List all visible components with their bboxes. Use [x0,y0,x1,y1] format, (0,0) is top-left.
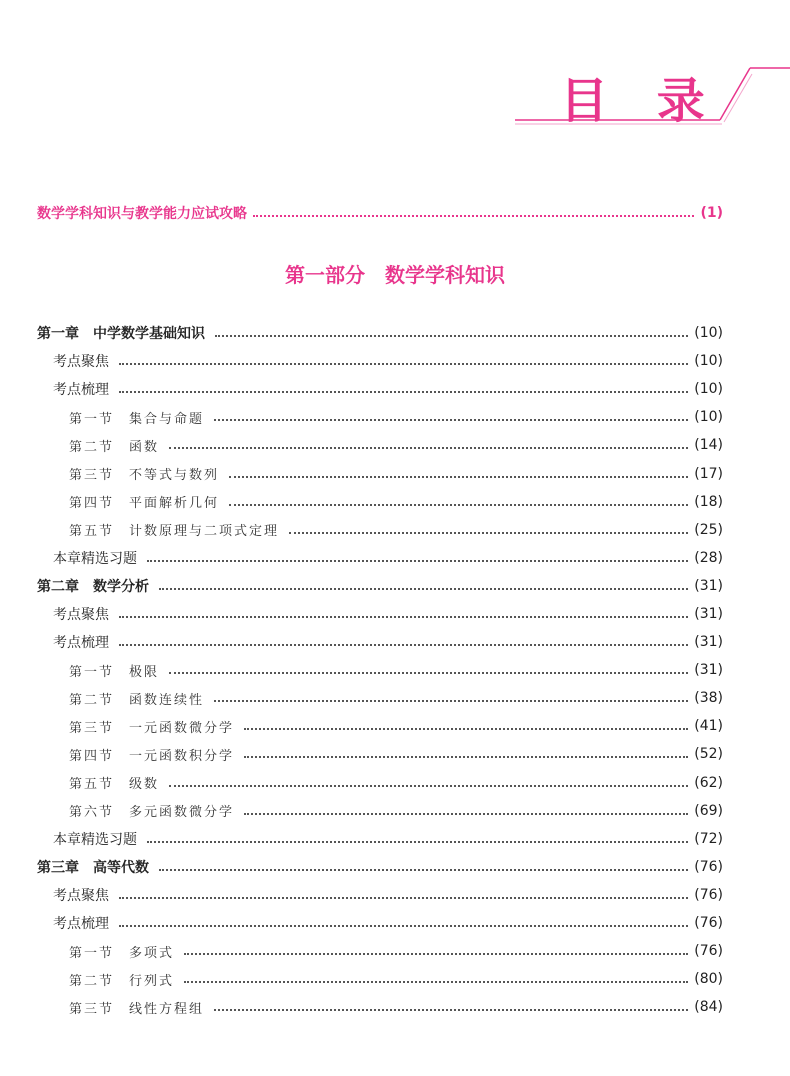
toc-entry-label: 第三章 高等代数 [37,859,149,876]
toc-entry-label: 第四节 平面解析几何 [69,496,220,512]
toc-entry-page: (14) [694,437,723,454]
dot-leader [159,869,688,871]
toc-entry-page: (76) [694,915,723,932]
dot-leader [159,588,688,590]
toc-entry-page: (25) [694,521,723,538]
dot-leader [214,419,688,421]
toc-entry-page: (72) [694,830,723,847]
toc-entry[interactable] [37,656,723,684]
toc-entry-page: (18) [694,493,723,510]
toc-entry-page: (52) [694,746,723,763]
toc-entry-label: 第六节 多元函数微分学 [69,805,235,821]
toc-entry-page: (84) [694,999,723,1016]
toc-entry-label: 第二节 行列式 [69,973,175,989]
toc-entry-label: 本章精选习题 [53,550,137,567]
toc-entry[interactable] [37,853,723,881]
toc-entry-label: 本章精选习题 [53,831,137,848]
toc-entry-label: 考点聚焦 [53,354,109,371]
dot-leader [253,215,694,217]
toc-entry-page: (31) [694,662,723,679]
toc-entry-label: 第三节 线性方程组 [69,1001,205,1017]
toc-entry-label: 第二节 函数 [69,439,160,455]
page-title: 目 录 [560,73,721,129]
toc-entry-page: (62) [694,774,723,791]
toc-entry[interactable] [37,909,723,937]
toc-entry[interactable] [37,431,723,459]
toc-entry[interactable] [37,993,723,1021]
toc-entry-label: 考点梳理 [53,382,109,399]
page-header [0,0,790,140]
toc-entry-label: 第四节 一元函数积分学 [69,748,235,764]
dot-leader [169,785,688,787]
toc-entry-label: 考点梳理 [53,916,109,933]
dot-leader [119,925,688,927]
part-title: 第一部分 数学学科知识 [285,263,505,287]
toc-entry-page: (41) [694,718,723,735]
toc-entry-page: (10) [694,353,723,370]
toc-entry-page: (38) [694,690,723,707]
dot-leader [119,391,688,393]
toc-intro-entry[interactable] [37,203,723,223]
toc-entry-page: (31) [694,577,723,594]
dot-leader [147,560,688,562]
toc-entry-label: 第一节 多项式 [69,945,175,961]
toc-entry-page: (31) [694,605,723,622]
toc-entry-label: 第一节 极限 [69,664,160,680]
dot-leader [244,756,688,758]
dot-leader [184,953,688,955]
toc-entry[interactable] [37,881,723,909]
toc-entry[interactable] [37,797,723,825]
toc-entry-page: (69) [694,802,723,819]
dot-leader [289,532,688,534]
toc-entry-page: (80) [694,971,723,988]
toc-entry[interactable] [37,459,723,487]
dot-leader [169,447,688,449]
toc-entry[interactable] [37,375,723,403]
toc-entry[interactable] [37,684,723,712]
toc-entry-page: (10) [694,325,723,342]
dot-leader [215,335,688,337]
toc-entry-label: 考点聚焦 [53,606,109,623]
toc-entry-label: 第二章 数学分析 [37,578,149,595]
toc-entry[interactable] [37,740,723,768]
toc-entry[interactable] [37,965,723,993]
toc-entry-page: (76) [694,858,723,875]
toc-entry[interactable] [37,628,723,656]
toc-entry-page: (76) [694,886,723,903]
toc-entry-label: 考点梳理 [53,635,109,652]
toc-entry-page: (31) [694,634,723,651]
dot-leader [119,897,688,899]
toc-entry-page: (10) [694,409,723,426]
toc-entry[interactable] [37,544,723,572]
toc-entry-label: 第一章 中学数学基础知识 [37,326,205,343]
toc-entry[interactable] [37,769,723,797]
toc-entry[interactable] [37,825,723,853]
dot-leader [229,504,688,506]
toc-entry-label: 第五节 计数原理与二项式定理 [69,524,280,540]
toc-entry[interactable] [37,516,723,544]
toc-entry[interactable] [37,572,723,600]
toc-entry[interactable] [37,937,723,965]
toc-entry-label: 第三节 不等式与数列 [69,468,220,484]
toc-entry-label: 第三节 一元函数微分学 [69,720,235,736]
dot-leader [169,672,688,674]
dot-leader [244,728,688,730]
dot-leader [214,1009,688,1011]
toc-intro-label: 数学学科知识与教学能力应试攻略 [37,206,247,222]
toc-entry[interactable] [37,347,723,375]
toc-entry-label: 第一节 集合与命题 [69,411,205,427]
toc-entry-page: (76) [694,943,723,960]
toc-entry[interactable] [37,488,723,516]
toc-entry[interactable] [37,403,723,431]
toc-entry-label: 考点聚焦 [53,887,109,904]
dot-leader [229,476,688,478]
toc-entry-page: (17) [694,465,723,482]
toc-entry-page: (10) [694,381,723,398]
dot-leader [214,700,688,702]
dot-leader [147,841,688,843]
toc-entry-label: 第五节 级数 [69,777,160,793]
toc-entry[interactable] [37,319,723,347]
dot-leader [244,813,688,815]
toc-intro-page: (1) [700,205,723,221]
toc-entry-label: 第二节 函数连续性 [69,692,205,708]
table-of-contents [37,319,723,1021]
toc-entry[interactable] [37,600,723,628]
dot-leader [184,981,688,983]
dot-leader [119,644,688,646]
toc-entry-page: (28) [694,549,723,566]
dot-leader [119,363,688,365]
toc-entry[interactable] [37,712,723,740]
dot-leader [119,616,688,618]
